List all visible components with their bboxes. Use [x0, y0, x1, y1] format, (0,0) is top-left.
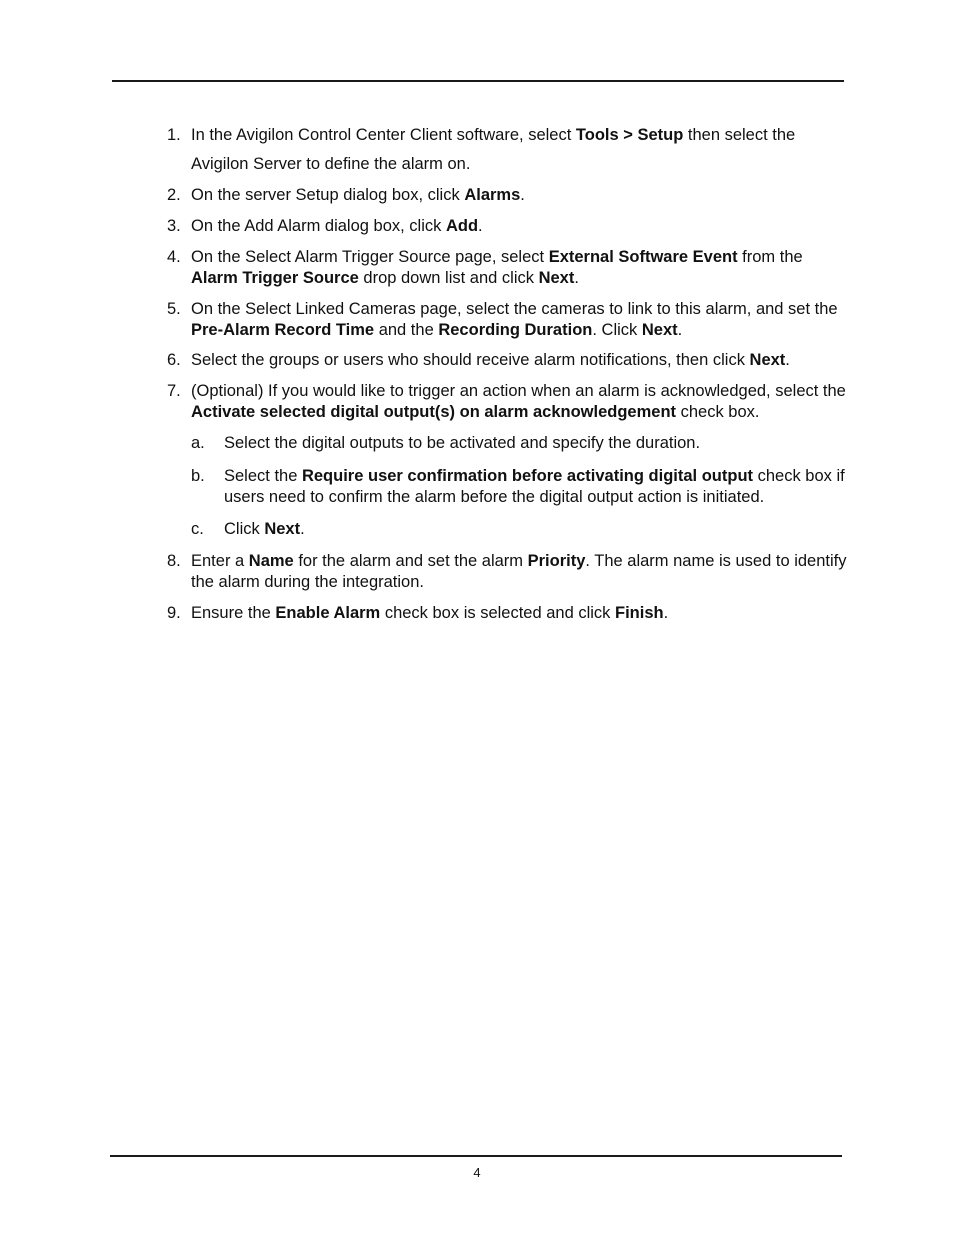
text-run: Select the groups or users who should receive alarm notifications, then click [191, 351, 750, 369]
bold-term: Next [538, 268, 575, 287]
text-run: . Click [592, 320, 642, 339]
bold-term: Pre-Alarm Record Time [191, 320, 375, 339]
step-text [191, 125, 847, 146]
text-run: Ensure the [191, 604, 276, 622]
step-number: 4. [167, 248, 181, 266]
text-run: Click [224, 520, 265, 538]
step-text [191, 381, 847, 422]
text-run: from the [737, 248, 803, 266]
text-run: Avigilon Server to define the alarm on. [191, 155, 471, 173]
bold-term: External Software Event [548, 248, 738, 266]
step-number: 7. [167, 382, 181, 400]
text-run: On the server Setup dialog box, click [191, 186, 465, 204]
step-number: 3. [167, 217, 181, 235]
bold-term: Name [248, 552, 294, 570]
text-run: In the Avigilon Control Center Client software, select [191, 126, 576, 144]
text-run: . [520, 186, 525, 204]
bold-term: Add [445, 217, 479, 235]
step-text [191, 299, 847, 340]
substep-letter: a. [191, 434, 205, 452]
step-number: 2. [167, 186, 181, 204]
substep-letter: b. [191, 467, 205, 485]
text-run: drop down list and click [358, 268, 539, 287]
page-number: 4 [473, 1165, 481, 1180]
substep-letter: c. [191, 520, 204, 538]
text-run: Select the [224, 467, 302, 485]
text-run: On the Select Alarm Trigger Source page, select [191, 248, 549, 266]
bold-term: Tools > Setup [575, 126, 684, 144]
bold-term: Alarm Trigger Source [191, 268, 359, 287]
bold-term: Alarms [464, 186, 521, 204]
step-text [191, 185, 847, 206]
text-run: . [663, 604, 669, 622]
text-run: check box if users need to confirm the alarm before the digital output action is initiated. [224, 467, 845, 506]
substep-text [224, 433, 847, 454]
bold-term: Activate selected digital output(s) on alarm acknowledgement [191, 402, 677, 421]
bold-term: Recording Duration [438, 320, 593, 339]
text-run: check box. [676, 402, 760, 421]
text-run: and the [374, 320, 439, 339]
step-text [191, 603, 847, 624]
text-run: On the Select Linked Cameras page, select the cameras to link to this alarm, and set the [191, 300, 838, 318]
text-run: Enter a [191, 552, 249, 570]
step-text [191, 216, 847, 237]
text-run: check box is selected and click [380, 604, 616, 622]
text-run: Select the digital outputs to be activated and specify the duration. [224, 434, 701, 452]
bold-term: Next [749, 351, 786, 369]
text-run: . [785, 351, 790, 369]
step-text [191, 350, 847, 371]
text-run: . The alarm name is used to identify the alarm during the integration. [191, 552, 847, 591]
step-number: 9. [167, 604, 181, 622]
text-run: . [574, 268, 579, 287]
text-run: then select the [683, 126, 796, 144]
substep-text [224, 519, 847, 540]
footer-rule [110, 1155, 842, 1157]
step-number: 6. [167, 351, 181, 369]
bold-term: Enable Alarm [275, 604, 381, 622]
bold-term: Finish [615, 604, 664, 622]
text-run: . [300, 520, 305, 538]
text-run: On the Add Alarm dialog box, click [191, 217, 446, 235]
text-run: . [677, 320, 683, 339]
text-run: for the alarm and set the alarm [293, 552, 528, 570]
step-text [191, 247, 847, 288]
bold-term: Next [264, 520, 301, 538]
step-text [191, 551, 847, 592]
bold-term: Priority [527, 552, 586, 570]
step-text-continued [191, 154, 847, 175]
step-number: 8. [167, 552, 181, 570]
bold-term: Require user confirmation before activating digital output [301, 467, 754, 485]
bold-term: Next [641, 320, 678, 339]
substep-text [224, 466, 847, 507]
text-run: . [478, 217, 483, 235]
text-run: (Optional) If you would like to trigger an action when an alarm is acknowledged, select the [191, 382, 846, 400]
step-number: 5. [167, 300, 181, 318]
step-number: 1. [167, 126, 181, 144]
header-rule [112, 80, 844, 82]
